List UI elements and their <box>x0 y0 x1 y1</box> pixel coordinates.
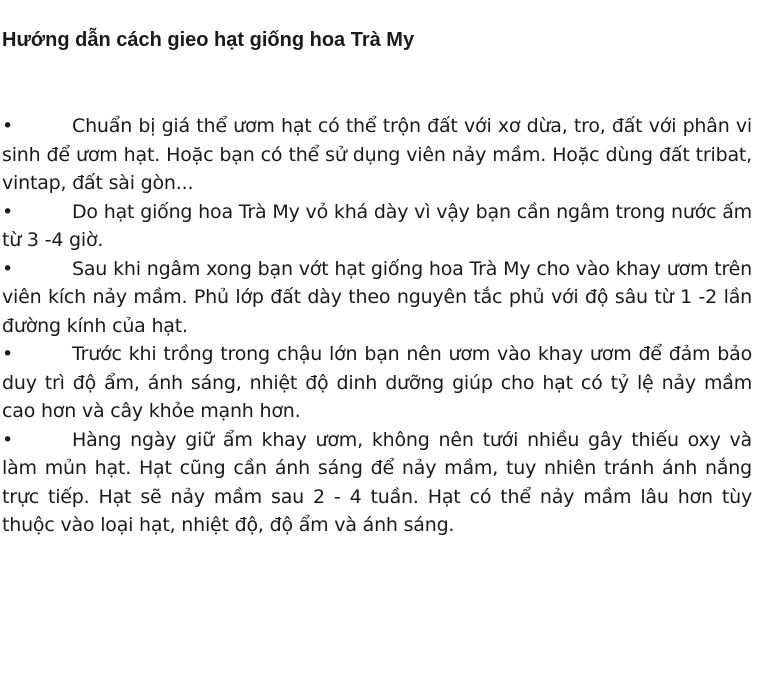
list-item-text: Do hạt giống hoa Trà My vỏ khá dày vì vậy bạn cần ngâm trong nước ấm từ 3 -4 giờ. <box>2 200 752 251</box>
list-item <box>2 112 752 198</box>
list-item <box>2 340 752 426</box>
bullet-icon: • <box>2 428 14 451</box>
list-item <box>2 426 752 540</box>
bullet-icon: • <box>2 257 14 280</box>
list-item-text: Sau khi ngâm xong bạn vớt hạt giống hoa Trà My cho vào khay ươm trên viên kích nảy mầm. Phủ lớp đất dày theo nguyên tắc phủ với độ sâu từ 1 -2 lần đường kính của hạt. <box>2 257 752 337</box>
instruction-list <box>2 112 752 540</box>
bullet-icon: • <box>2 343 14 365</box>
bullet-icon: • <box>2 115 14 137</box>
document-title: Hướng dẫn cách gieo hạt giống hoa Trà My <box>2 29 415 51</box>
list-item-text: Trước khi trồng trong chậu lớn bạn nên ươm vào khay ươm để đảm bảo duy trì độ ẩm, ánh sáng, nhiệt độ dinh dưỡng giúp cho hạt có tỷ lệ nảy mầm cao hơn và cây khỏe mạnh hơn. <box>2 343 752 422</box>
list-item <box>2 198 752 255</box>
list-item-text: Chuẩn bị giá thể ươm hạt có thể trộn đất với xơ dừa, tro, đất với phân vi sinh để ươm hạt. Hoặc bạn có thể sử dụng viên nảy mầm. Hoặc dùng đất tribat, vintap, đất sài gòn... <box>2 115 752 194</box>
list-item-text: Hàng ngày giữ ẩm khay ươm, không nên tưới nhiều gây thiếu oxy và làm mủn hạt. Hạt cũng cần ánh sáng để nảy mầm, tuy nhiên tránh ánh nắng trực tiếp. Hạt sẽ nảy mầm sau 2 - 4 tuần. Hạt có thể nảy mầm lâu hơn tùy thuộc vào loại hạt, nhiệt độ, độ ẩm và ánh sáng. <box>2 428 752 536</box>
bullet-icon: • <box>2 200 14 223</box>
document-page <box>2 0 752 540</box>
list-item <box>2 255 752 341</box>
